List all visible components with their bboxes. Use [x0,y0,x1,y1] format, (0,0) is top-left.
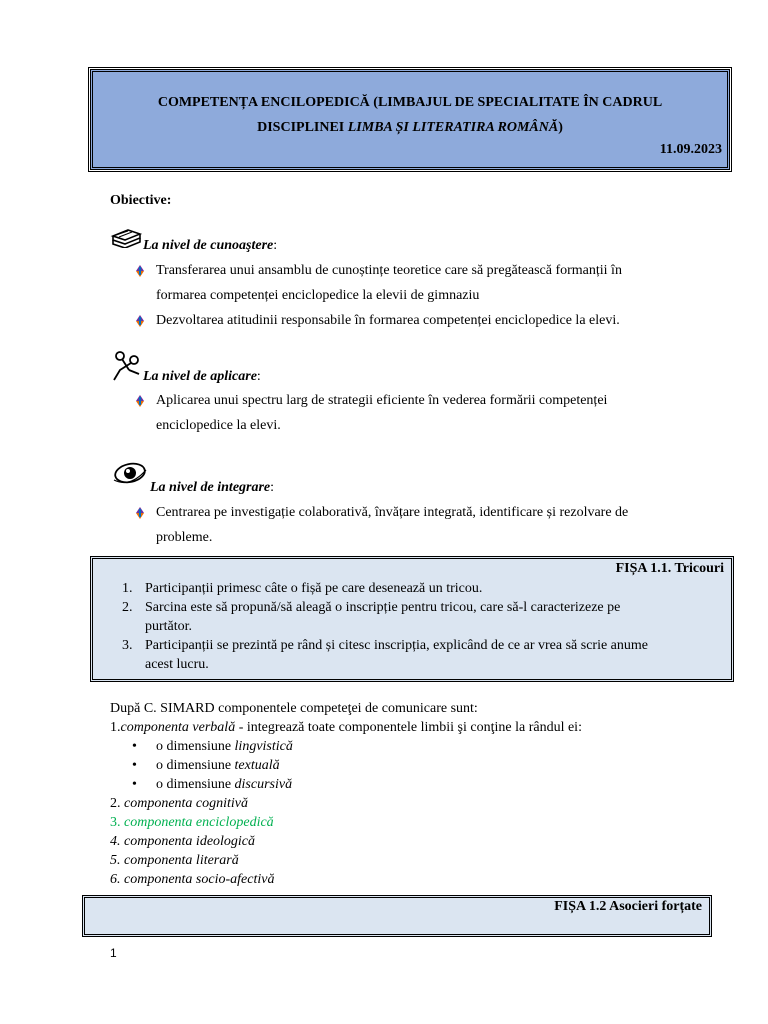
dimension-prefix: o dimensiune [156,739,235,754]
component-description: - integrează toate componentele limbii şi conţine la rândul ei: [235,720,582,735]
list-item: Centrarea pe investigație colaborativă, învățare integrată, identificare și rezolvare de [156,505,629,520]
fisa-1-2-title: FIȘA 1.2 Asocieri forțate [554,899,702,914]
level-knowledge [143,236,277,256]
component-number: 2. [110,796,124,811]
dimension-item [110,756,730,775]
component-name: 6. componenta socio-afectivă [110,872,275,887]
component-name: componenta verbală [120,720,236,735]
list-item: formarea competenței enciclopedice la elevii de gimnaziu [156,288,480,303]
numbered-item [122,636,712,674]
bullet-arrow-icon [134,507,146,519]
item-text: Participanții se prezintă pe rând și citesc inscripția, explicând de ce ar vrea să scrie anume [145,638,649,653]
list-item: Aplicarea unui spectru larg de strategii eficiente în vederea formării competenței [156,393,608,408]
title-subject: LIMBA ȘI LITERATIRA ROMÂNĂ [347,120,559,135]
scissors-icon [112,350,142,382]
component-name: componenta enciclopedică [124,815,274,830]
document-title [100,90,720,140]
colon: : [270,480,275,495]
page-number: 1 [110,946,117,960]
level-label: La nivel de aplicare [143,369,257,384]
document-date: 11.09.2023 [659,142,722,157]
bullet: • [132,758,137,773]
dimension-item [110,737,730,756]
component-number: 3. [110,815,124,830]
component-3 [110,813,730,832]
dimension-prefix: o dimensiune [156,758,235,773]
level-integration [150,478,274,498]
item-text: Sarcina este să propună/să aleagă o inscripție pentru tricou, care să-l caracterizeze pe [145,600,621,615]
level-label: La nivel de cunoaştere [143,238,274,253]
bullet-arrow-icon [134,265,146,277]
list-item: Transferarea unui ansamblu de cunoștințe teoretice care să pregătească formanții în [156,263,622,278]
component-2 [110,794,730,813]
dimension-name: discursivă [234,777,293,792]
objectives-heading: Obiective: [110,193,172,208]
dimension-item [110,775,730,794]
bullet: • [132,739,137,754]
eye-icon [112,460,150,488]
title-line-2 [100,115,720,140]
level-label: La nivel de integrare [150,480,271,495]
list-item: probleme. [156,530,213,545]
dimension-name: lingvistică [234,739,293,754]
numbered-item [122,598,712,636]
item-text: purtător. [145,619,193,634]
item-text: Participanții primesc câte o fișă pe care desenează un tricou. [145,581,483,596]
bullet: • [132,777,137,792]
dimension-prefix: o dimensiune [156,777,235,792]
bullet-arrow-icon [134,315,146,327]
colon: : [273,238,278,253]
simard-section [110,699,730,889]
component-4 [110,832,730,851]
level-application [143,367,261,387]
title-part: ) [558,120,563,135]
item-text: acest lucru. [145,657,209,672]
title-line-1: COMPETENȚA ENCILOPEDICĂ (LIMBAJUL DE SPECIALITATE ÎN CADRUL [157,95,663,110]
fisa-1-1-title: FIȘA 1.1. Tricouri [615,561,724,576]
list-item: enciclopedice la elevi. [156,418,281,433]
item-number: 2. [122,600,133,615]
item-number: 3. [122,638,133,653]
component-1 [110,718,730,737]
simard-intro: După C. SIMARD componentele competeţei de comunicare sunt: [110,701,478,716]
item-number: 1. [122,581,133,596]
dimension-name: textuală [234,758,280,773]
component-5 [110,851,730,870]
component-number: 1. [110,720,121,735]
component-name: componenta cognitivă [124,796,249,811]
title-part: DISCIPLINEI [257,120,348,135]
books-icon [110,226,142,248]
list-item: Dezvoltarea atitudinii responsabile în formarea competenței enciclopedice la elevi. [156,313,620,328]
component-6 [110,870,730,889]
component-name: 4. componenta ideologică [110,834,256,849]
colon: : [256,369,261,384]
component-name: 5. componenta literară [110,853,239,868]
bullet-arrow-icon [134,395,146,407]
fisa-1-1-list [122,579,712,674]
numbered-item [122,579,712,598]
